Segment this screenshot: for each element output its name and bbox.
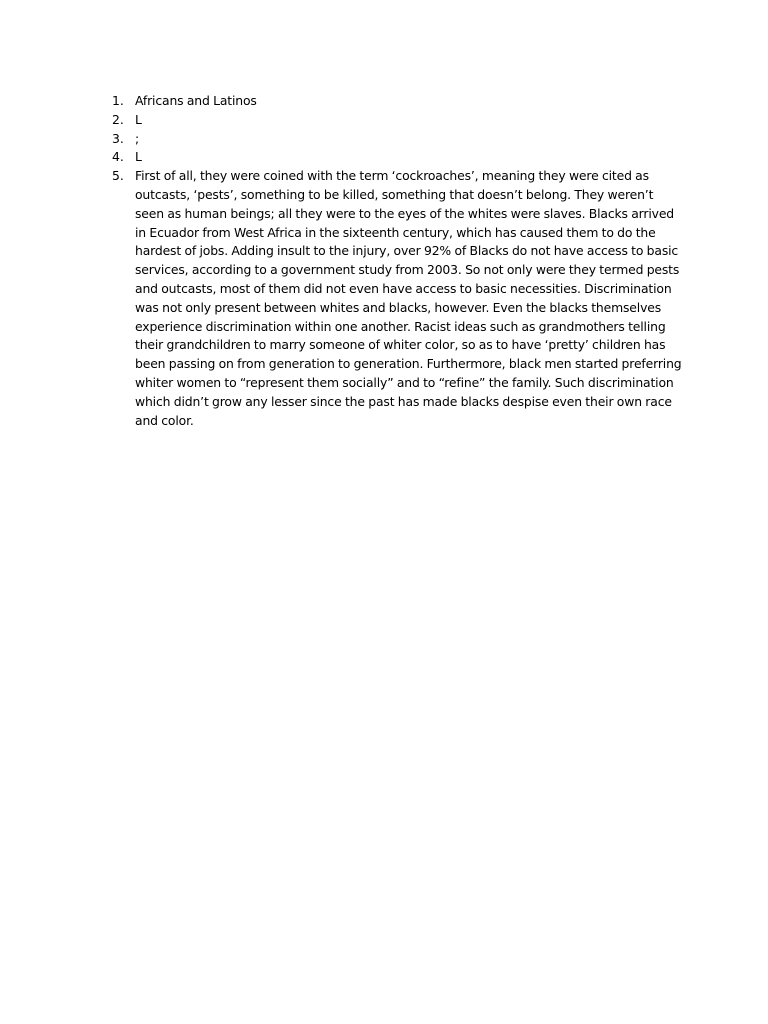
list-item: [110, 167, 682, 430]
list-item: [110, 92, 682, 111]
list-item-number: 3.: [112, 130, 124, 146]
list-item-number: 1.: [112, 93, 124, 108]
list-item-text: ;: [135, 130, 140, 146]
list-item-number: 2.: [112, 111, 124, 127]
list-item-text: L: [135, 149, 142, 165]
list-item: [110, 111, 682, 130]
list-item-text: L: [135, 111, 142, 127]
list-item-number: 5.: [112, 168, 124, 184]
list-item: [110, 130, 682, 149]
list-item-number: 4.: [112, 149, 124, 165]
list-item-text: Africans and Latinos: [135, 93, 257, 108]
list-item: [110, 148, 682, 167]
list-item-text: First of all, they were coined with the term ‘cockroaches’, meaning they were cited as outcasts, ‘pests’, something to be killed, something that doesn’t belong. They weren’t seen as human beings; all they were to the eyes of the whites were slaves. Blacks arrived in Ecuador from West Africa in the sixteenth century, which has caused them to do the hardest of jobs. Adding insult to the injury, over 92% of Blacks do not have access to basic services, according to a government study from 2003. So not only were they termed pests and outcasts, most of them did not even have access to basic necessities. Discrimination was not only present between whites and blacks, however. Even the blacks themselves experience discrimination within one another. Racist ideas such as grandmothers telling their grandchildren to marry someone of whiter color, so as to have ‘pretty’ children has been passing on from generation to generation. Furthermore, black men started preferring whiter women to “represent them socially” and to “refine” the family. Such discrimination which didn’t grow any lesser since the past has made blacks despise even their own race and color.: [135, 168, 682, 428]
numbered-list: [110, 92, 682, 430]
